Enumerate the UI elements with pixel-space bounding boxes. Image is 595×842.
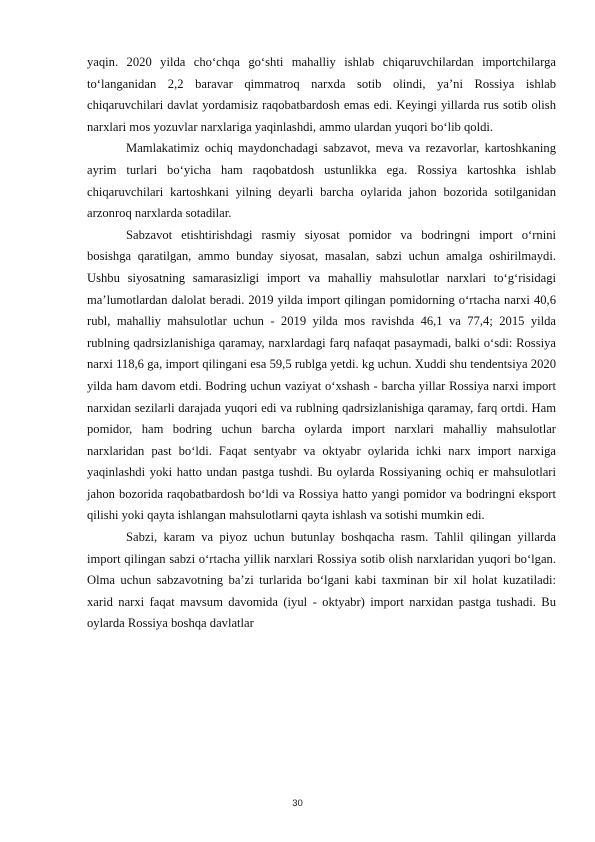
- paragraph: Mamlakatimiz ochiq maydonchadagi sabzavot, meva va rezavorlar, kartoshkaning ayrim turlari bo‘yicha ham raqobatdosh ustunlikka ega. Rossiya kartoshka ishlab chiqaruvchilari kartoshkani yilning deyarli barcha oylarida jahon bozorida sotilganidan arzonroq narxlarda sotadilar.: [87, 141, 556, 221]
- page-number: 30: [292, 798, 303, 809]
- paragraph-continued: yaqin. 2020 yilda cho‘chqa go‘shti mahalliy ishlab chiqaruvchilardan importchilarga to‘langanidan 2,2 baravar qimmatroq narxda sotib olindi, ya’ni Rossiya ishlab chiqaruvchilari davlat yordamisiz raqobatbardosh emas edi. Keyingi yillarda rus sotib olish narxlari mos yozuvlar narxlariga yaqinlashdi, ammo ulardan yuqori bo‘lib qoldi.: [87, 55, 556, 134]
- body-text: [87, 52, 556, 635]
- paragraph: Sabzi, karam va piyoz uchun butunlay boshqacha rasm. Tahlil qilingan yillarda import qilingan sabzi o‘rtacha yillik narxlari Rossiya sotib olish narxlaridan yuqori bo‘lgan. Olma uchun sabzavotning ba’zi turlarida bo‘lgani kabi taxminan bir xil holat kuzatiladi: xarid narxi faqat mavsum davomida (iyul - oktyabr) import narxidan pastga tushadi. Bu oylarda Rossiya boshqa davlatlar: [87, 530, 556, 631]
- paragraph: Sabzavot etishtirishdagi rasmiy siyosat pomidor va bodringni import o‘rnini bosishga qaratilgan, ammo bunday siyosat, masalan, sabzi uchun amalga oshirilmaydi. Ushbu siyosatning samarasizligi import va mahalliy mahsulotlar narxlari to‘g‘risidagi ma’lumotlardan dalolat beradi. 2019 yilda import qilingan pomidorning o‘rtacha narxi 40,6 rubl, mahalliy mahsulotlar uchun - 2019 yilda mos ravishda 46,1 va 77,4; 2015 yilda rublning qadrsizlanishiga qaramay, narxlardagi farq nafaqat pasaymadi, balki o‘sdi: Rossiya narxi 118,6 ga, import qilingani esa 59,5 rublga yetdi. kg uchun. Xuddi shu tendentsiya 2020 yilda ham davom etdi. Bodring uchun vaziyat o‘xshash - barcha yillar Rossiya narxi import narxidan sezilarli darajada yuqori edi va rublning qadrsizlanishiga qaramay, farq ortdi. Ham pomidor, ham bodring uchun barcha oylarda import narxlari mahalliy mahsulotlar narxlaridan past bo‘ldi. Faqat sentyabr va oktyabr oylarida ichki narx import narxiga yaqinlashdi yoki hatto undan pastga tushdi. Bu oylarda Rossiyaning ochiq er mahsulotlari jahon bozorida raqobatbardosh bo‘ldi va Rossiya hatto yangi pomidor va bodringni eksport qilishi yoki qayta ishlangan mahsulotlarni qayta ishlash va sotishi mumkin edi.: [87, 227, 556, 523]
